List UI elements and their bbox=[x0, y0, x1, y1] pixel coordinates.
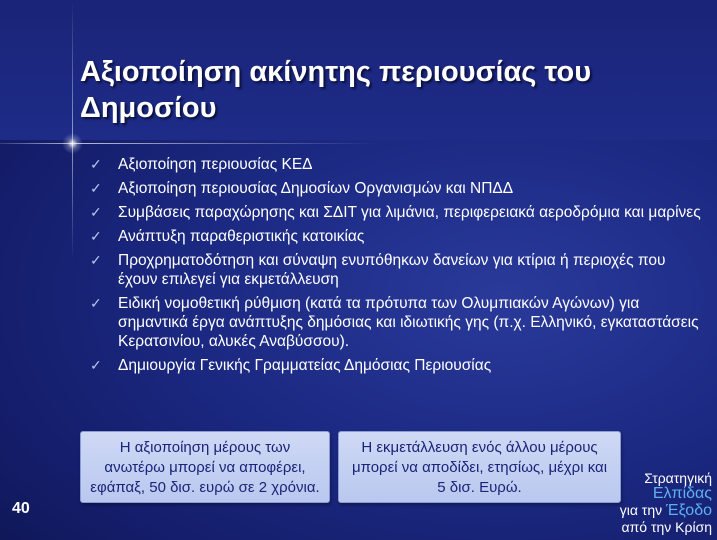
check-icon: ✓ bbox=[90, 295, 102, 311]
logo-line-3 bbox=[600, 502, 712, 519]
check-icon: ✓ bbox=[90, 357, 102, 373]
page-number: 40 bbox=[12, 500, 30, 517]
bullet-text: Ειδική νομοθετική ρύθμιση (κατά τα πρότυπα των Ολυμπιακών Αγώνων) για σημαντικά έργα ανάπτυξης δημόσιας και ιδιωτικής γης (π.χ. Ελληνικό, εγκαταστάσεις Κερατσινίου, αλυκές Αναβύσσου). bbox=[118, 295, 699, 350]
bullet-text: Αξιοποίηση περιουσίας Δημοσίων Οργανισμών και ΝΠΔΔ bbox=[118, 180, 514, 197]
logo-line-1: Στρατηγική bbox=[644, 470, 712, 486]
slide-title: Αξιοποίηση ακίνητης περιουσίας του Δημοσίου bbox=[80, 56, 592, 124]
logo-line-3-prefix: για την bbox=[619, 502, 663, 518]
list-item bbox=[90, 356, 705, 375]
bullet-text: Ανάπτυξη παραθεριστικής κατοικίας bbox=[118, 228, 365, 245]
bullet-text: Δημιουργία Γενικής Γραμματείας Δημόσιας Περιουσίας bbox=[118, 357, 492, 374]
decorative-horizontal-line bbox=[0, 143, 380, 144]
logo-line-3-word: Έξοδο bbox=[666, 502, 712, 519]
callout-box-left: Η αξιοποίηση μέρους των ανωτέρω μπορεί να αποφέρει, εφάπαξ, 50 δισ. ευρώ σε 2 χρόνια. bbox=[80, 431, 330, 503]
check-icon: ✓ bbox=[90, 156, 102, 172]
check-icon: ✓ bbox=[90, 228, 102, 244]
bullet-text: Συμβάσεις παραχώρησης και ΣΔΙΤ για λιμάνια, περιφερειακά αεροδρόμια και μαρίνες bbox=[118, 204, 701, 221]
list-item bbox=[90, 227, 705, 246]
callout-box-right: Η εκμετάλλευση ενός άλλου μέρους μπορεί να αποδίδει, ετησίως, μέχρι και 5 δισ. Ευρώ. bbox=[338, 431, 621, 503]
check-icon: ✓ bbox=[90, 204, 102, 220]
list-item bbox=[90, 294, 705, 351]
logo-line-2: Ελπίδας bbox=[652, 485, 712, 502]
logo-line-4: από την Κρίση bbox=[621, 519, 712, 535]
sparkle-icon bbox=[62, 133, 83, 154]
check-icon: ✓ bbox=[90, 180, 102, 196]
decorative-vertical-line bbox=[72, 0, 73, 260]
logo bbox=[600, 470, 712, 535]
list-item bbox=[90, 179, 705, 198]
bullet-text: Προχρηματοδότηση και σύναψη ενυπόθηκων δανείων για κτίρια ή περιοχές που έχουν επιλεγεί για εκμετάλλευση bbox=[118, 252, 666, 288]
check-icon: ✓ bbox=[90, 252, 102, 268]
bullet-text: Αξιοποίηση περιουσίας ΚΕΔ bbox=[118, 156, 313, 173]
bullet-list bbox=[90, 155, 705, 380]
list-item bbox=[90, 155, 705, 174]
list-item bbox=[90, 251, 705, 289]
list-item bbox=[90, 203, 705, 222]
